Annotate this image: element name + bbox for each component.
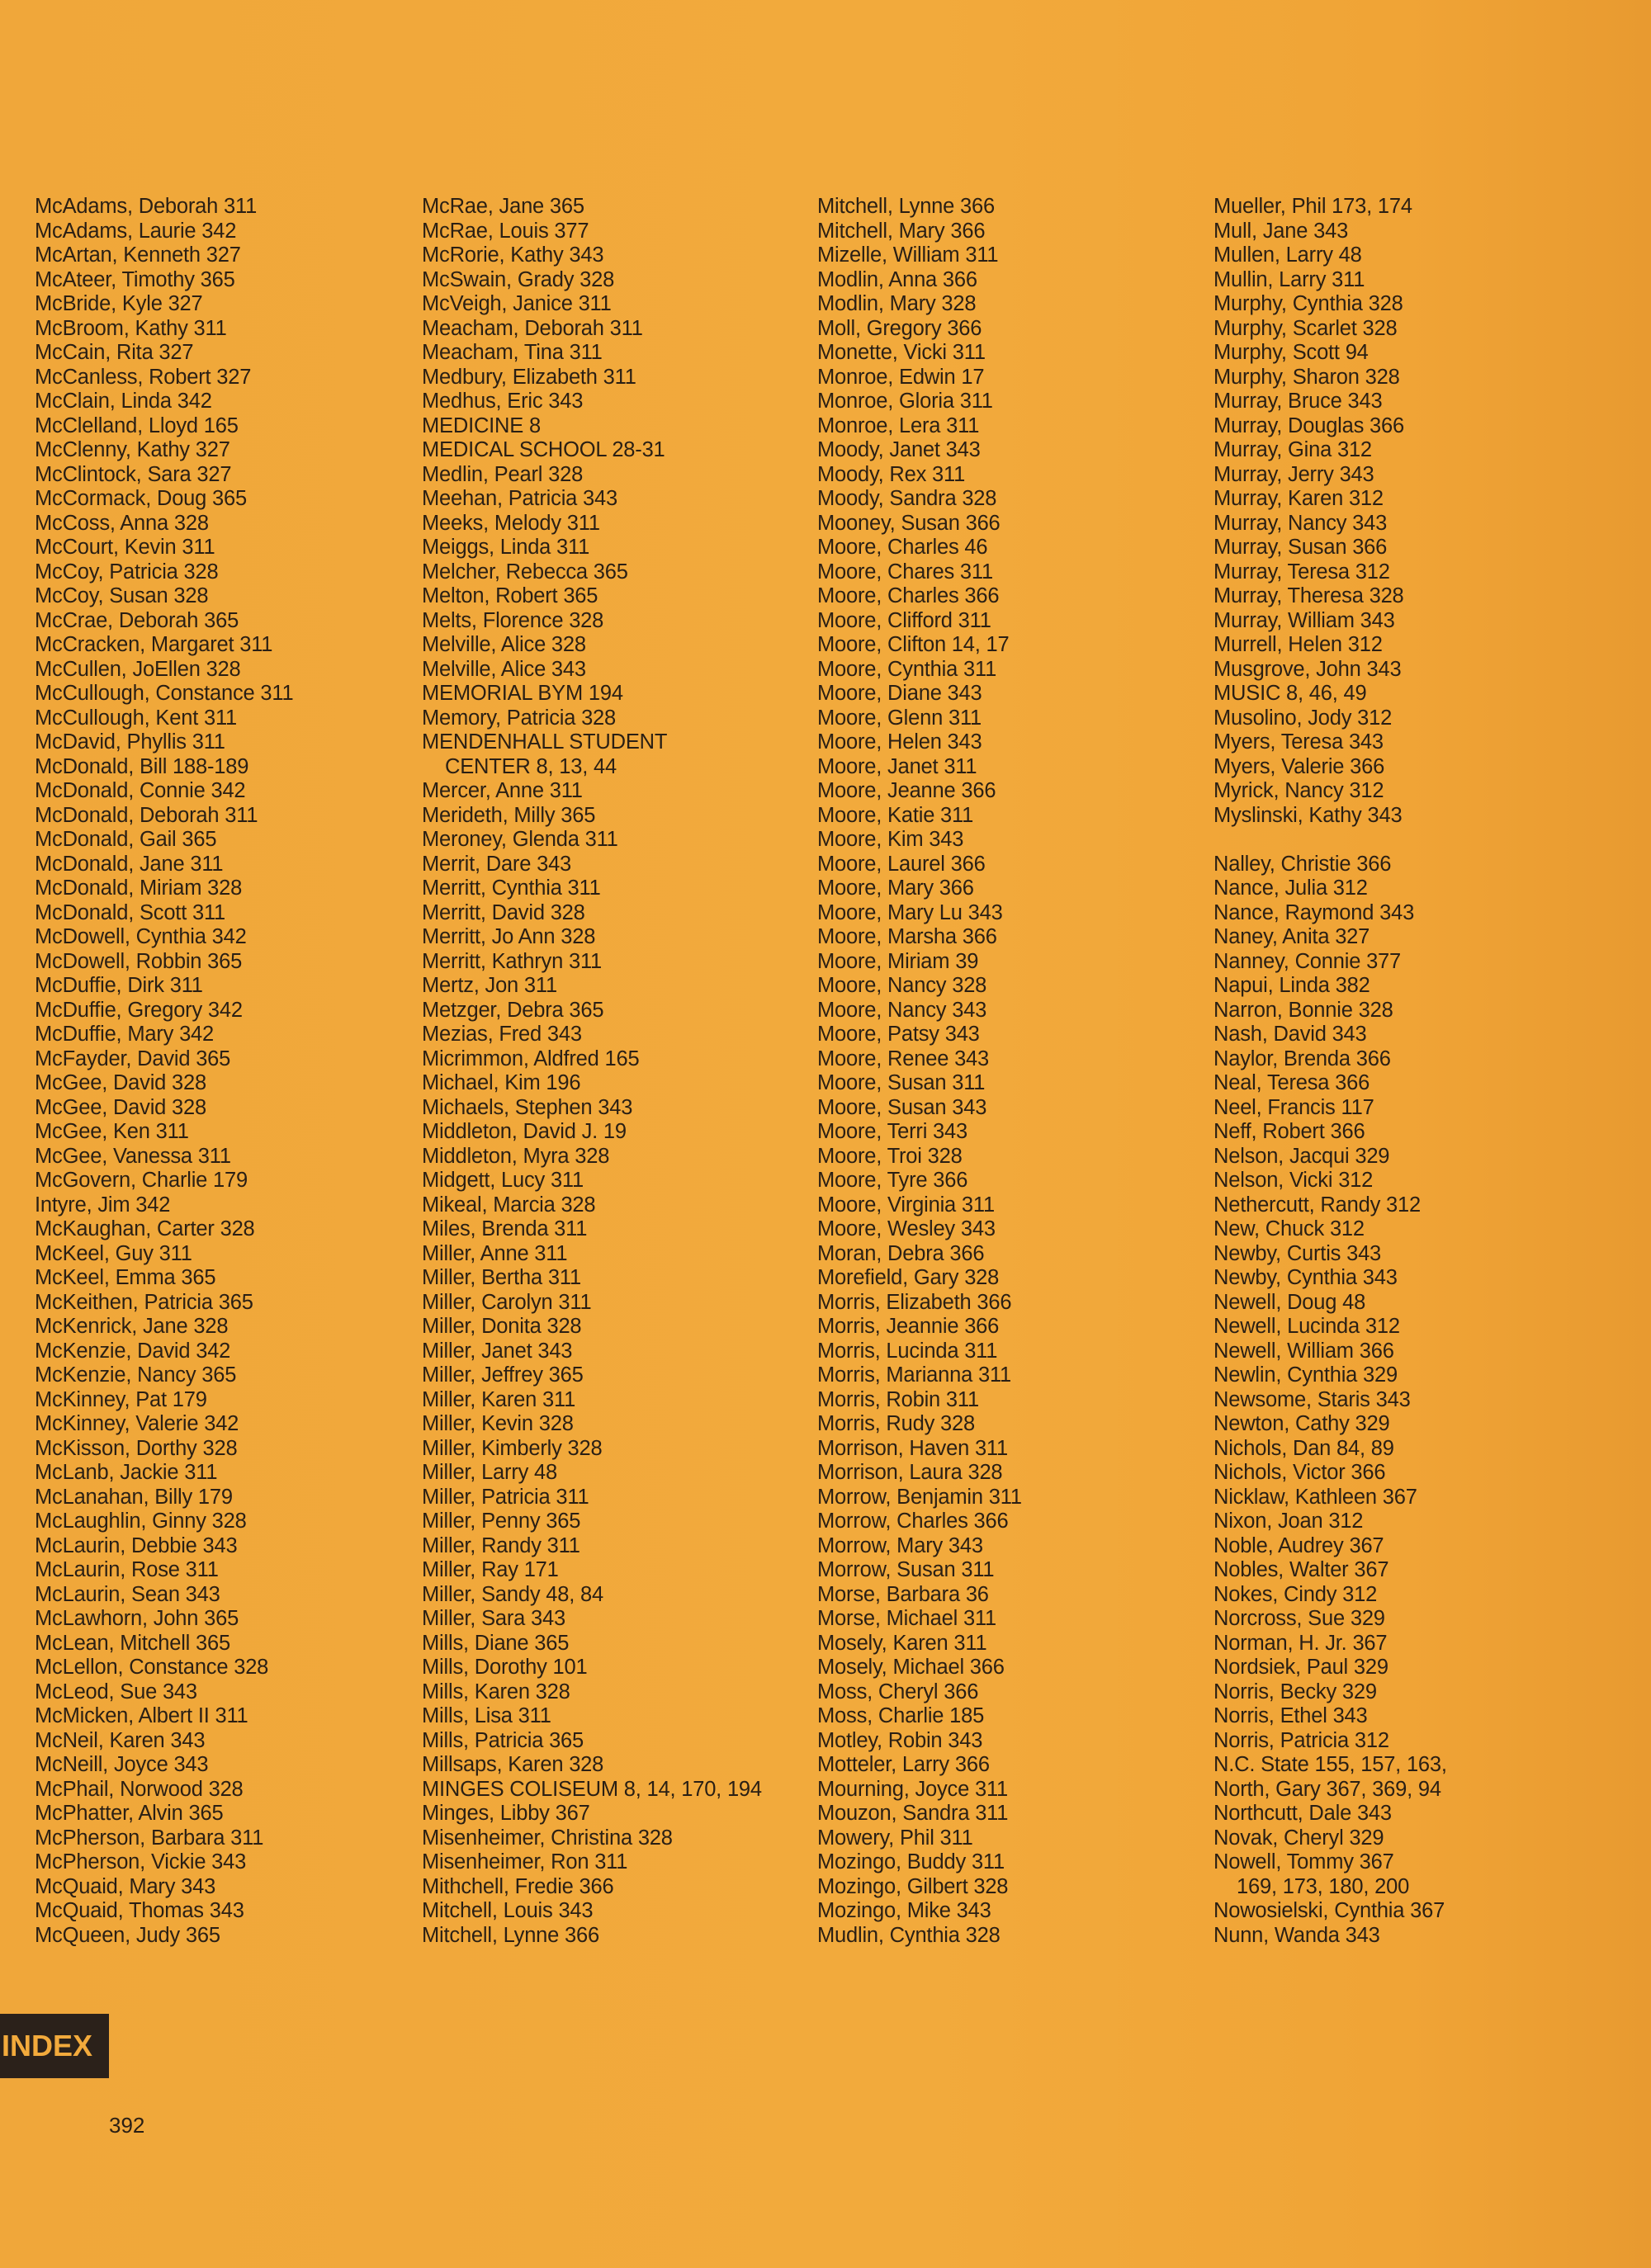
index-entry: Mosely, Michael 366 xyxy=(817,1656,1005,1679)
index-entry: Neff, Robert 366 xyxy=(1213,1120,1365,1143)
index-entry: McDuffie, Gregory 342 xyxy=(35,998,243,1022)
index-entry: McRae, Louis 377 xyxy=(422,219,589,243)
index-entry: Moore, Katie 311 xyxy=(817,803,974,827)
index-entry: Mullen, Larry 48 xyxy=(1213,243,1362,267)
index-entry: Mertz, Jon 311 xyxy=(422,974,557,997)
index-entry: Nelson, Jacqui 329 xyxy=(1213,1144,1390,1168)
index-entry: McAdams, Laurie 342 xyxy=(35,219,237,243)
index-entry: Midgett, Lucy 311 xyxy=(422,1169,584,1192)
index-entry: Naney, Anita 327 xyxy=(1213,925,1370,948)
index-entry: Murphy, Scarlet 328 xyxy=(1213,316,1398,340)
index-entry: Miles, Brenda 311 xyxy=(422,1217,588,1240)
index-entry: McDonald, Deborah 311 xyxy=(35,803,258,827)
index-entry: Miller, Kimberly 328 xyxy=(422,1436,603,1460)
index-entry: Moody, Sandra 328 xyxy=(817,487,997,510)
index-entry: Mills, Diane 365 xyxy=(422,1631,570,1655)
index-entry: Newby, Curtis 343 xyxy=(1213,1241,1382,1265)
index-entry: McLellon, Constance 328 xyxy=(35,1656,269,1679)
index-entry: McSwain, Grady 328 xyxy=(422,267,615,291)
index-entry: MENDENHALL STUDENT xyxy=(422,730,668,754)
index-entry: Nowell, Tommy 367 xyxy=(1213,1850,1394,1873)
index-entry: Misenheimer, Christina 328 xyxy=(422,1826,673,1850)
index-entry: Moore, Patsy 343 xyxy=(817,1023,980,1046)
index-entry: McCrae, Deborah 365 xyxy=(35,608,239,632)
index-entry: Morse, Barbara 36 xyxy=(817,1582,989,1606)
index-entry: McAdams, Deborah 311 xyxy=(35,195,258,218)
index-entry: Merritt, Kathryn 311 xyxy=(422,949,603,973)
index-entry: Micrimmon, Aldfred 165 xyxy=(422,1047,640,1070)
index-entry: Musolino, Jody 312 xyxy=(1213,706,1393,730)
index-entry: Metzger, Debra 365 xyxy=(422,998,604,1022)
index-entry: Monroe, Gloria 311 xyxy=(817,390,993,413)
index-entry: Musgrove, John 343 xyxy=(1213,657,1402,681)
index-entry: Morrow, Benjamin 311 xyxy=(817,1485,1022,1509)
index-entry: Moore, Susan 343 xyxy=(817,1095,987,1119)
index-entry: Myers, Valerie 366 xyxy=(1213,754,1385,778)
index-entry: Mosely, Karen 311 xyxy=(817,1631,987,1655)
index-entry: Moore, Chares 311 xyxy=(817,560,993,584)
index-entry: McRae, Jane 365 xyxy=(422,195,584,218)
index-entry: Morris, Marianna 311 xyxy=(817,1363,1012,1387)
index-entry: McDonald, Jane 311 xyxy=(35,852,224,876)
index-entry: Murray, Douglas 366 xyxy=(1213,413,1405,437)
index-entry: Mozingo, Gilbert 328 xyxy=(817,1874,1009,1898)
index-entry: McPhatter, Alvin 365 xyxy=(35,1802,224,1825)
index-entry: Miller, Sara 343 xyxy=(422,1607,565,1630)
index-entry: Mitchell, Lynne 366 xyxy=(422,1923,599,1947)
index-entry: Nalley, Christie 366 xyxy=(1213,852,1392,876)
index-entry: Mills, Dorothy 101 xyxy=(422,1656,588,1679)
index-entry: Modlin, Mary 328 xyxy=(817,292,977,315)
index-entry: McCormack, Doug 365 xyxy=(35,487,247,510)
index-entry: Mitchell, Lynne 366 xyxy=(817,195,995,218)
index-entry: Newton, Cathy 329 xyxy=(1213,1412,1390,1435)
index-entry: McDonald, Scott 311 xyxy=(35,900,226,924)
index-entry: New, Chuck 312 xyxy=(1213,1217,1365,1240)
index-entry: Napui, Linda 382 xyxy=(1213,974,1370,997)
index-entry: Morrison, Laura 328 xyxy=(817,1461,1003,1484)
index-entry: Moore, Nancy 343 xyxy=(817,998,987,1022)
index-entry: McDavid, Phyllis 311 xyxy=(35,730,225,754)
index-entry: Nordsiek, Paul 329 xyxy=(1213,1656,1388,1679)
index-entry: Moore, Charles 366 xyxy=(817,584,1000,607)
index-entry: McKinney, Pat 179 xyxy=(35,1387,207,1411)
index-entry: Mitchell, Louis 343 xyxy=(422,1899,594,1922)
index-entry: McPhail, Norwood 328 xyxy=(35,1777,244,1801)
index-entry: Miller, Bertha 311 xyxy=(422,1266,581,1289)
index-entry: McDonald, Connie 342 xyxy=(35,779,246,802)
index-entry: McBride, Kyle 327 xyxy=(35,292,203,315)
index-entry: Neal, Teresa 366 xyxy=(1213,1071,1370,1094)
index-entry: Nelson, Vicki 312 xyxy=(1213,1169,1374,1192)
index-entry: McCullough, Kent 311 xyxy=(35,706,238,730)
index-entry: McNeill, Joyce 343 xyxy=(35,1753,209,1776)
index-entry: Noble, Audrey 367 xyxy=(1213,1533,1384,1557)
index-entry: Murphy, Scott 94 xyxy=(1213,341,1369,364)
index-entry: Nethercutt, Randy 312 xyxy=(1213,1193,1421,1217)
index-entry: Murrell, Helen 312 xyxy=(1213,633,1383,656)
index-entry: MEDICAL SCHOOL 28-31 xyxy=(422,438,665,461)
index-entry: McPherson, Barbara 311 xyxy=(35,1826,264,1850)
index-entry: Moore, Cynthia 311 xyxy=(817,657,997,681)
index-entry: Mills, Karen 328 xyxy=(422,1680,570,1703)
index-entry: McGee, Ken 311 xyxy=(35,1120,189,1143)
index-entry: Mowery, Phil 311 xyxy=(817,1826,973,1850)
index-entry: MINGES COLISEUM 8, 14, 170, 194 xyxy=(422,1777,762,1801)
index-entry: Meiggs, Linda 311 xyxy=(422,536,590,559)
index-entry: Melville, Alice 343 xyxy=(422,657,586,681)
index-entry: Morris, Lucinda 311 xyxy=(817,1339,998,1363)
index-entry: Merrit, Dare 343 xyxy=(422,852,572,876)
index-entry: Myers, Teresa 343 xyxy=(1213,730,1384,754)
index-entry: Medhus, Eric 343 xyxy=(422,390,584,413)
index-entry: Moore, Virginia 311 xyxy=(817,1193,995,1217)
index-entry: Michaels, Stephen 343 xyxy=(422,1095,633,1119)
index-entry: McKenzie, David 342 xyxy=(35,1339,231,1363)
index-entry: Nichols, Victor 366 xyxy=(1213,1461,1386,1484)
index-entry: Michael, Kim 196 xyxy=(422,1071,581,1094)
index-entry: Moore, Susan 311 xyxy=(817,1071,986,1094)
index-entry: Moore, Helen 343 xyxy=(817,730,982,754)
index-entry: Newell, Doug 48 xyxy=(1213,1290,1366,1314)
index-entry: Memory, Patricia 328 xyxy=(422,706,617,730)
index-entry: Nunn, Wanda 343 xyxy=(1213,1923,1380,1947)
index-entry: McGee, David 328 xyxy=(35,1095,206,1119)
index-entry: Moore, Nancy 328 xyxy=(817,974,987,997)
index-entry: McCoy, Patricia 328 xyxy=(35,560,219,584)
index-entry: Miller, Larry 48 xyxy=(422,1461,558,1484)
index-entry: Miller, Penny 365 xyxy=(422,1510,581,1533)
index-entry: Miller, Janet 343 xyxy=(422,1339,573,1363)
index-entry: McArtan, Kenneth 327 xyxy=(35,243,241,267)
index-entry: Novak, Cheryl 329 xyxy=(1213,1826,1384,1850)
index-entry: Murray, William 343 xyxy=(1213,608,1395,632)
index-entry: McDowell, Robbin 365 xyxy=(35,949,243,973)
index-entry: Murray, Teresa 312 xyxy=(1213,560,1390,584)
index-entry: McDonald, Gail 365 xyxy=(35,828,217,851)
index-entry: Mozingo, Buddy 311 xyxy=(817,1850,1005,1873)
index-entry: McQueen, Judy 365 xyxy=(35,1923,220,1947)
index-entry: Norman, H. Jr. 367 xyxy=(1213,1631,1388,1655)
index-entry: McLaurin, Debbie 343 xyxy=(35,1533,238,1557)
index-entry: Monette, Vicki 311 xyxy=(817,341,986,364)
index-entry: Moody, Rex 311 xyxy=(817,462,966,486)
index-entry: Morrison, Haven 311 xyxy=(817,1436,1009,1460)
index-column-2 xyxy=(422,195,762,1948)
index-entry: Narron, Bonnie 328 xyxy=(1213,998,1393,1022)
index-entry: Moore, Wesley 343 xyxy=(817,1217,996,1240)
index-entry: Norcross, Sue 329 xyxy=(1213,1607,1385,1630)
index-entry: Murray, Susan 366 xyxy=(1213,536,1388,559)
index-entry: Miller, Ray 171 xyxy=(422,1558,559,1581)
index-entry: McMicken, Albert II 311 xyxy=(35,1704,248,1727)
index-entry: Moss, Charlie 185 xyxy=(817,1704,985,1727)
index-entry: Moore, Janet 311 xyxy=(817,754,977,778)
index-entry: Murray, Bruce 343 xyxy=(1213,390,1383,413)
index-entry: Mezias, Fred 343 xyxy=(422,1023,582,1046)
index-entry: Mozingo, Mike 343 xyxy=(817,1899,991,1922)
index-entry: Moore, Marsha 366 xyxy=(817,925,997,948)
index-entry: 169, 173, 180, 200 xyxy=(1237,1874,1410,1898)
index-entry: McGee, Vanessa 311 xyxy=(35,1144,231,1168)
index-entry: Norris, Becky 329 xyxy=(1213,1680,1377,1703)
index-entry: Merritt, Cynthia 311 xyxy=(422,876,601,900)
index-entry: Moore, Clifton 14, 17 xyxy=(817,633,1010,656)
index-entry: Morse, Michael 311 xyxy=(817,1607,997,1630)
index-entry: Middleton, David J. 19 xyxy=(422,1120,627,1143)
index-entry: McLanahan, Billy 179 xyxy=(35,1485,233,1509)
index-entry: Mercer, Anne 311 xyxy=(422,779,583,802)
index-entry: Melts, Florence 328 xyxy=(422,608,604,632)
index-entry: Newell, Lucinda 312 xyxy=(1213,1315,1400,1338)
index-entry: Naylor, Brenda 366 xyxy=(1213,1047,1391,1070)
index-entry: McGee, David 328 xyxy=(35,1071,206,1094)
index-entry: Mudlin, Cynthia 328 xyxy=(817,1923,1001,1947)
index-entry: Nanney, Connie 377 xyxy=(1213,949,1402,973)
index-entry: Nichols, Dan 84, 89 xyxy=(1213,1436,1394,1460)
index-entry: Norris, Ethel 343 xyxy=(1213,1704,1368,1727)
index-entry: McLaurin, Rose 311 xyxy=(35,1558,219,1581)
index-entry: Morris, Jeannie 366 xyxy=(817,1315,1000,1338)
index-entry: Moore, Laurel 366 xyxy=(817,852,986,876)
index-column-3 xyxy=(817,195,1022,1948)
index-entry: Mithchell, Fredie 366 xyxy=(422,1874,614,1898)
index-entry: Morrow, Mary 343 xyxy=(817,1533,983,1557)
index-entry: McDuffie, Mary 342 xyxy=(35,1023,215,1046)
index-entry: Moody, Janet 343 xyxy=(817,438,981,461)
index-entry: Meacham, Deborah 311 xyxy=(422,316,643,340)
index-entry: McLaurin, Sean 343 xyxy=(35,1582,220,1606)
index-entry: Neel, Francis 117 xyxy=(1213,1095,1374,1119)
index-entry: McVeigh, Janice 311 xyxy=(422,292,612,315)
index-entry: Moore, Miriam 39 xyxy=(817,949,979,973)
index-entry: Monroe, Edwin 17 xyxy=(817,365,985,389)
index-entry: McLean, Mitchell 365 xyxy=(35,1631,230,1655)
index-entry: Mull, Jane 343 xyxy=(1213,219,1349,243)
index-entry: McLeod, Sue 343 xyxy=(35,1680,197,1703)
index-column-1 xyxy=(35,195,293,1948)
index-entry: Mills, Patricia 365 xyxy=(422,1728,584,1752)
index-entry: McCracken, Margaret 311 xyxy=(35,633,273,656)
index-entry: McBroom, Kathy 311 xyxy=(35,316,227,340)
index-entry: MEMORIAL BYM 194 xyxy=(422,682,623,705)
index-entry: McFayder, David 365 xyxy=(35,1047,231,1070)
index-entry: Moore, Diane 343 xyxy=(817,682,982,705)
index-entry: Myslinski, Kathy 343 xyxy=(1213,803,1403,827)
index-entry: Miller, Patricia 311 xyxy=(422,1485,589,1509)
index-entry: McCain, Rita 327 xyxy=(35,341,194,364)
index-entry: Moore, Terri 343 xyxy=(817,1120,967,1143)
index-entry: Murphy, Cynthia 328 xyxy=(1213,292,1403,315)
index-entry: McKeithen, Patricia 365 xyxy=(35,1290,253,1314)
index-entry: CENTER 8, 13, 44 xyxy=(445,754,617,778)
index-entry: Mueller, Phil 173, 174 xyxy=(1213,195,1412,218)
index-entry: Medbury, Elizabeth 311 xyxy=(422,365,636,389)
index-entry: Mizelle, William 311 xyxy=(817,243,999,267)
index-entry: Meehan, Patricia 343 xyxy=(422,487,617,510)
index-entry: Newlin, Cynthia 329 xyxy=(1213,1363,1398,1387)
index-entry: McClelland, Lloyd 165 xyxy=(35,413,239,437)
index-entry: Moss, Cheryl 366 xyxy=(817,1680,979,1703)
index-entry: Norris, Patricia 312 xyxy=(1213,1728,1389,1752)
index-entry: Nowosielski, Cynthia 367 xyxy=(1213,1899,1445,1922)
index-entry: Miller, Randy 311 xyxy=(422,1533,580,1557)
index-entry: Murray, Karen 312 xyxy=(1213,487,1384,510)
index-entry: Murray, Theresa 328 xyxy=(1213,584,1404,607)
index-entry: Murray, Nancy 343 xyxy=(1213,511,1388,535)
index-entry: Moore, Mary Lu 343 xyxy=(817,900,1003,924)
index-entry: Nance, Raymond 343 xyxy=(1213,900,1415,924)
page-number: 392 xyxy=(109,2113,145,2138)
index-entry: McKeel, Emma 365 xyxy=(35,1266,216,1289)
index-entry: Nobles, Walter 367 xyxy=(1213,1558,1389,1581)
index-entry: Miller, Carolyn 311 xyxy=(422,1290,592,1314)
index-entry: Newsome, Staris 343 xyxy=(1213,1387,1411,1411)
index-entry: North, Gary 367, 369, 94 xyxy=(1213,1777,1441,1801)
index-entry: Mitchell, Mary 366 xyxy=(817,219,986,243)
index-entry: Miller, Anne 311 xyxy=(422,1241,568,1265)
index-entry: McRorie, Kathy 343 xyxy=(422,243,604,267)
index-entry: Miller, Jeffrey 365 xyxy=(422,1363,584,1387)
index-entry: McKenzie, Nancy 365 xyxy=(35,1363,237,1387)
index-entry: McClintock, Sara 327 xyxy=(35,462,232,486)
index-entry: McKenrick, Jane 328 xyxy=(35,1315,229,1338)
index-entry: McDuffie, Dirk 311 xyxy=(35,974,203,997)
index-entry: Meroney, Glenda 311 xyxy=(422,828,618,851)
index-entry: McLanb, Jackie 311 xyxy=(35,1461,218,1484)
index-entry: Nash, David 343 xyxy=(1213,1023,1367,1046)
index-entry: McQuaid, Mary 343 xyxy=(35,1874,216,1898)
index-column-4 xyxy=(1213,195,1447,1948)
index-entry: Morris, Rudy 328 xyxy=(817,1412,975,1435)
index-entry: Miller, Donita 328 xyxy=(422,1315,582,1338)
index-entry: McDonald, Bill 188-189 xyxy=(35,754,249,778)
index-entry: Nance, Julia 312 xyxy=(1213,876,1368,900)
index-entry: Meacham, Tina 311 xyxy=(422,341,603,364)
index-entry: Miller, Karen 311 xyxy=(422,1387,576,1411)
index-entry: Monroe, Lera 311 xyxy=(817,413,980,437)
index-entry: Newell, William 366 xyxy=(1213,1339,1394,1363)
index-entry: McAteer, Timothy 365 xyxy=(35,267,235,291)
index-entry: Northcutt, Dale 343 xyxy=(1213,1802,1392,1825)
index-entry: Mooney, Susan 366 xyxy=(817,511,1001,535)
index-entry: Murray, Jerry 343 xyxy=(1213,462,1374,486)
index-entry: Millsaps, Karen 328 xyxy=(422,1753,604,1776)
index-entry: McGovern, Charlie 179 xyxy=(35,1169,248,1192)
index-entry: Morris, Robin 311 xyxy=(817,1387,979,1411)
index-entry: Mourning, Joyce 311 xyxy=(817,1777,1009,1801)
index-entry: McLawhorn, John 365 xyxy=(35,1607,239,1630)
index-entry: McCanless, Robert 327 xyxy=(35,365,252,389)
index-entry: McCullen, JoEllen 328 xyxy=(35,657,241,681)
index-entry: Myrick, Nancy 312 xyxy=(1213,779,1384,802)
index-entry: Morrow, Charles 366 xyxy=(817,1510,1009,1533)
index-entry: McQuaid, Thomas 343 xyxy=(35,1899,244,1922)
index-entry: Moore, Clifford 311 xyxy=(817,608,991,632)
index-entry: Meeks, Melody 311 xyxy=(422,511,600,535)
index-entry: McClenny, Kathy 327 xyxy=(35,438,230,461)
index-entry: Minges, Libby 367 xyxy=(422,1802,590,1825)
index-entry: N.C. State 155, 157, 163, xyxy=(1213,1753,1447,1776)
index-entry: Motteler, Larry 366 xyxy=(817,1753,990,1776)
index-entry: Murphy, Sharon 328 xyxy=(1213,365,1400,389)
index-entry: Miller, Kevin 328 xyxy=(422,1412,574,1435)
index-entry: Moore, Glenn 311 xyxy=(817,706,982,730)
index-entry: Melton, Robert 365 xyxy=(422,584,598,607)
index-entry: Moore, Kim 343 xyxy=(817,828,964,851)
index-entry: McKinney, Valerie 342 xyxy=(35,1412,239,1435)
index-entry: Motley, Robin 343 xyxy=(817,1728,983,1752)
index-entry: Merideth, Milly 365 xyxy=(422,803,596,827)
index-entry: Moore, Mary 366 xyxy=(817,876,974,900)
index-entry: Merritt, Jo Ann 328 xyxy=(422,925,596,948)
index-entry: MUSIC 8, 46, 49 xyxy=(1213,682,1367,705)
index-section-tab: INDEX xyxy=(0,2014,109,2078)
index-entry: Mikeal, Marcia 328 xyxy=(422,1193,596,1217)
index-entry: McCourt, Kevin 311 xyxy=(35,536,215,559)
index-entry: Moore, Troi 328 xyxy=(817,1144,963,1168)
index-entry: McDowell, Cynthia 342 xyxy=(35,925,247,948)
index-entry: Mullin, Larry 311 xyxy=(1213,267,1365,291)
index-entry: McCoss, Anna 328 xyxy=(35,511,209,535)
index-entry: Morefield, Gary 328 xyxy=(817,1266,1000,1289)
index-entry: Mouzon, Sandra 311 xyxy=(817,1802,1009,1825)
index-entry: McKisson, Dorthy 328 xyxy=(35,1436,238,1460)
index-entry: Merritt, David 328 xyxy=(422,900,585,924)
index-entry: Mills, Lisa 311 xyxy=(422,1704,551,1727)
index-entry: Moore, Jeanne 366 xyxy=(817,779,996,802)
index-entry: McKaughan, Carter 328 xyxy=(35,1217,255,1240)
index-entry: Morris, Elizabeth 366 xyxy=(817,1290,1012,1314)
index-entry: McClain, Linda 342 xyxy=(35,390,212,413)
index-entry: Intyre, Jim 342 xyxy=(35,1193,171,1217)
index-entry: McLaughlin, Ginny 328 xyxy=(35,1510,247,1533)
index-entry: McNeil, Karen 343 xyxy=(35,1728,206,1752)
index-entry: McCullough, Constance 311 xyxy=(35,682,294,705)
index-entry: Murray, Gina 312 xyxy=(1213,438,1372,461)
index-entry: McPherson, Vickie 343 xyxy=(35,1850,247,1873)
index-entry: Newby, Cynthia 343 xyxy=(1213,1266,1398,1289)
index-entry: Morrow, Susan 311 xyxy=(817,1558,995,1581)
index-entry: Misenheimer, Ron 311 xyxy=(422,1850,628,1873)
index-entry: McCoy, Susan 328 xyxy=(35,584,209,607)
index-entry: Modlin, Anna 366 xyxy=(817,267,977,291)
index-entry: Melcher, Rebecca 365 xyxy=(422,560,628,584)
index-entry: Medlin, Pearl 328 xyxy=(422,462,584,486)
index-entry: Nokes, Cindy 312 xyxy=(1213,1582,1378,1606)
index-entry: McKeel, Guy 311 xyxy=(35,1241,192,1265)
index-entry: Moran, Debra 366 xyxy=(817,1241,985,1265)
index-gap xyxy=(1213,828,1447,853)
index-entry: Melville, Alice 328 xyxy=(422,633,586,656)
index-entry: Miller, Sandy 48, 84 xyxy=(422,1582,603,1606)
index-entry: Middleton, Myra 328 xyxy=(422,1144,610,1168)
index-entry: Moore, Tyre 366 xyxy=(817,1169,968,1192)
index-entry: Moore, Renee 343 xyxy=(817,1047,990,1070)
index-entry: MEDICINE 8 xyxy=(422,413,541,437)
index-entry: McDonald, Miriam 328 xyxy=(35,876,243,900)
index-entry: Moll, Gregory 366 xyxy=(817,316,982,340)
index-entry: Nicklaw, Kathleen 367 xyxy=(1213,1485,1417,1509)
index-entry: Nixon, Joan 312 xyxy=(1213,1510,1364,1533)
index-entry: Moore, Charles 46 xyxy=(817,536,988,559)
